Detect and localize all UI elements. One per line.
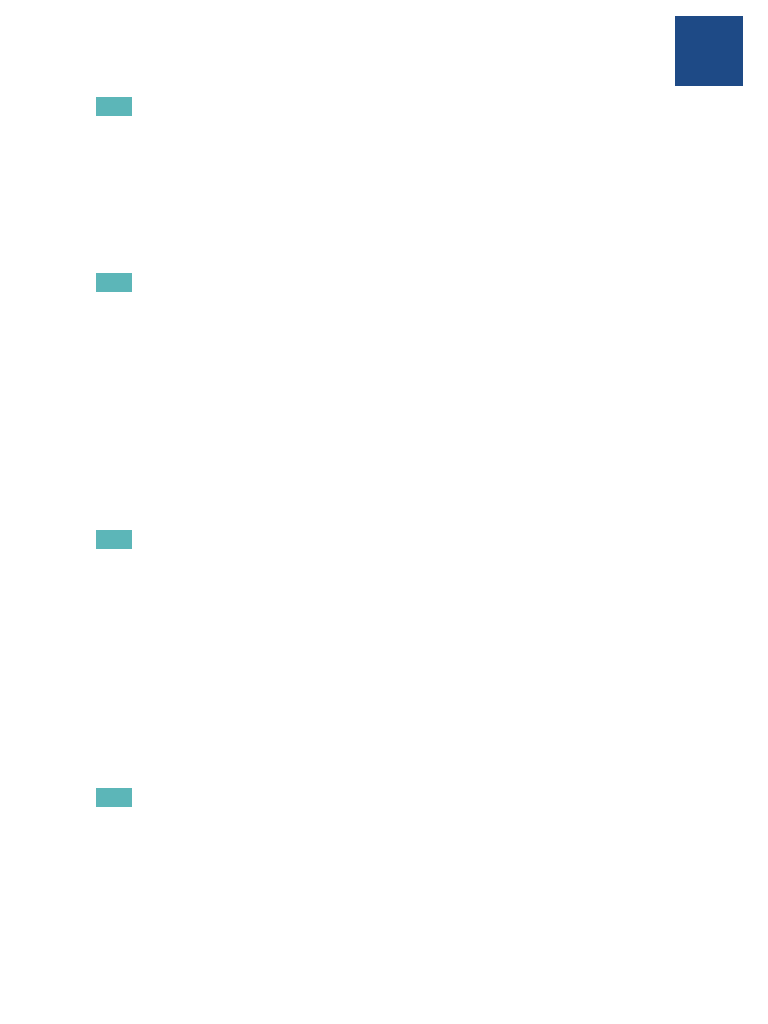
exercise-93-1: [96, 97, 702, 119]
exercise-badge: [96, 97, 132, 116]
exercise-badge: [96, 530, 132, 549]
exercise-93-3: [96, 530, 702, 552]
exercise-93-4: [96, 788, 702, 810]
exercise-badge: [96, 273, 132, 292]
unit-tab: [675, 16, 743, 86]
exercise-badge: [96, 788, 132, 807]
exercise-93-2: [96, 273, 702, 295]
